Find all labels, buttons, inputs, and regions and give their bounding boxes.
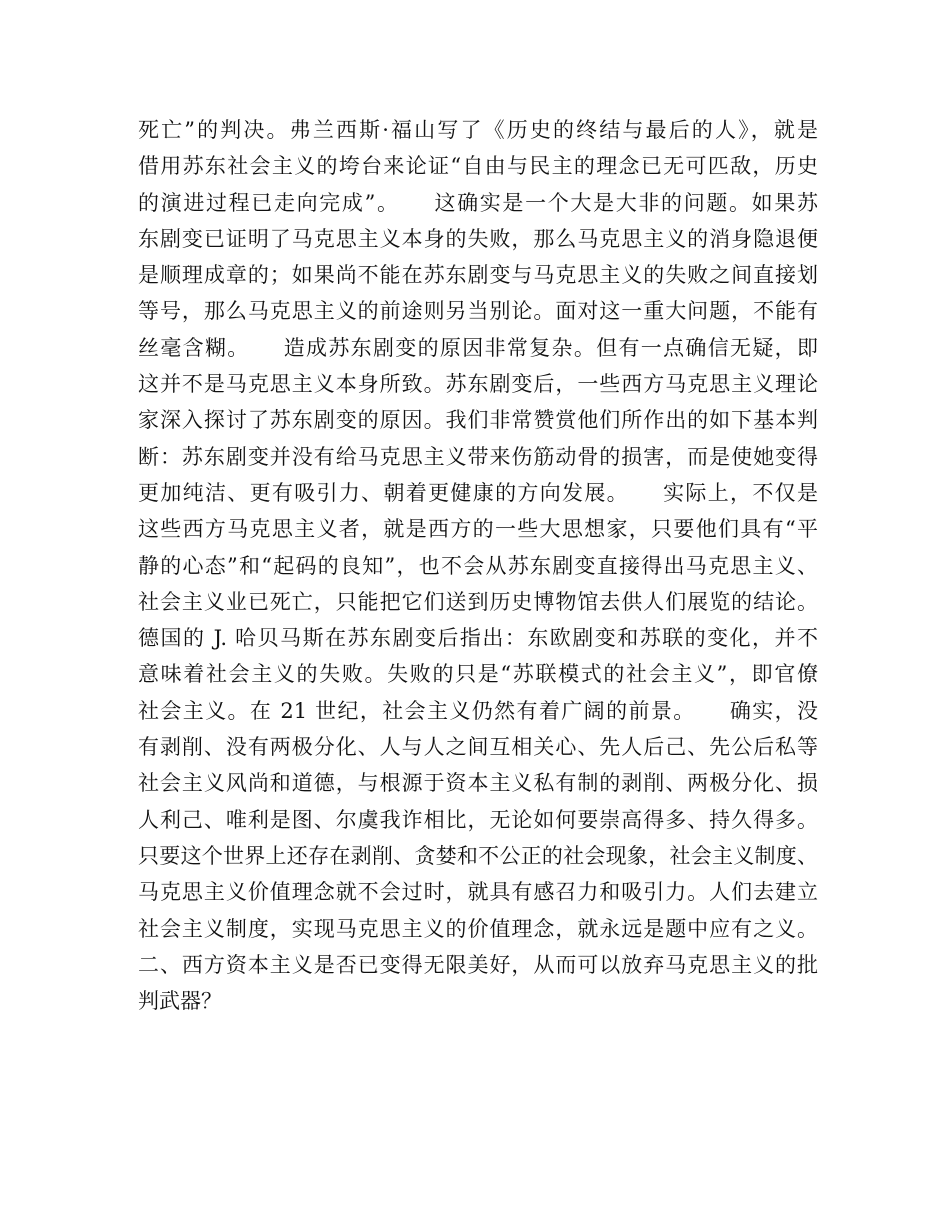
text-line: 借用苏东社会主义的垮台来论证“自由与民主的理念已无可匹敌，历史 [138, 154, 818, 179]
body-text [138, 112, 818, 1019]
text-line: 更加纯洁、更有吸引力、朝着更健康的方向发展。 实际上，不仅是 [138, 480, 818, 505]
text-line: 判武器？ [138, 989, 222, 1014]
text-line: 是顺理成章的；如果尚不能在苏东剧变与马克思主义的失败之间直接划 [138, 263, 818, 288]
text-line: 社会主义。在 21 世纪，社会主义仍然有着广阔的前景。 确实，没 [138, 698, 818, 723]
text-line: 有剥削、没有两极分化、人与人之间互相关心、先人后己、先公后私等 [138, 735, 818, 760]
text-line: 静的心态”和“起码的良知”，也不会从苏东剧变直接得出马克思主义、 [138, 553, 818, 578]
text-line: 人利己、唯利是图、尔虞我诈相比，无论如何要崇高得多、持久得多。 [138, 807, 818, 832]
text-line: 只要这个世界上还存在剥削、贪婪和不公正的社会现象，社会主义制度、 [138, 843, 818, 868]
text-line: 意味着社会主义的失败。失败的只是“苏联模式的社会主义”，即官僚 [138, 662, 818, 687]
text-line: 死亡”的判决。弗兰西斯·福山写了《历史的终结与最后的人》，就是 [138, 118, 818, 142]
text-line: 社会主义业已死亡，只能把它们送到历史博物馆去供人们展览的结论。 [138, 589, 818, 614]
text-line: 丝毫含糊。 造成苏东剧变的原因非常复杂。但有一点确信无疑，即 [138, 335, 818, 360]
text-line: 东剧变已证明了马克思主义本身的失败，那么马克思主义的消身隐退便 [138, 226, 818, 251]
text-line: 社会主义风尚和道德，与根源于资本主义私有制的剥削、两极分化、损 [138, 771, 818, 796]
text-line: 的演进过程已走向完成”。 这确实是一个大是大非的问题。如果苏 [138, 190, 818, 215]
text-line: 断：苏东剧变并没有给马克思主义带来伤筋动骨的损害，而是使她变得 [138, 444, 818, 469]
text-line: 这些西方马克思主义者，就是西方的一些大思想家，只要他们具有“平 [138, 517, 818, 542]
text-line: 马克思主义价值理念就不会过时，就具有感召力和吸引力。人们去建立 [138, 880, 818, 905]
text-line: 社会主义制度，实现马克思主义的价值理念，就永远是题中应有之义。 [138, 916, 818, 941]
text-line: 等号，那么马克思主义的前途则另当别论。面对这一重大问题，不能有 [138, 299, 818, 324]
text-line: 德国的 J. 哈贝马斯在苏东剧变后指出：东欧剧变和苏联的变化，并不 [138, 626, 818, 651]
text-line: 家深入探讨了苏东剧变的原因。我们非常赞赏他们所作出的如下基本判 [138, 408, 818, 433]
text-line: 这并不是马克思主义本身所致。苏东剧变后，一些西方马克思主义理论 [138, 372, 818, 397]
text-line: 二、西方资本主义是否已变得无限美好，从而可以放弃马克思主义的批 [138, 952, 818, 977]
